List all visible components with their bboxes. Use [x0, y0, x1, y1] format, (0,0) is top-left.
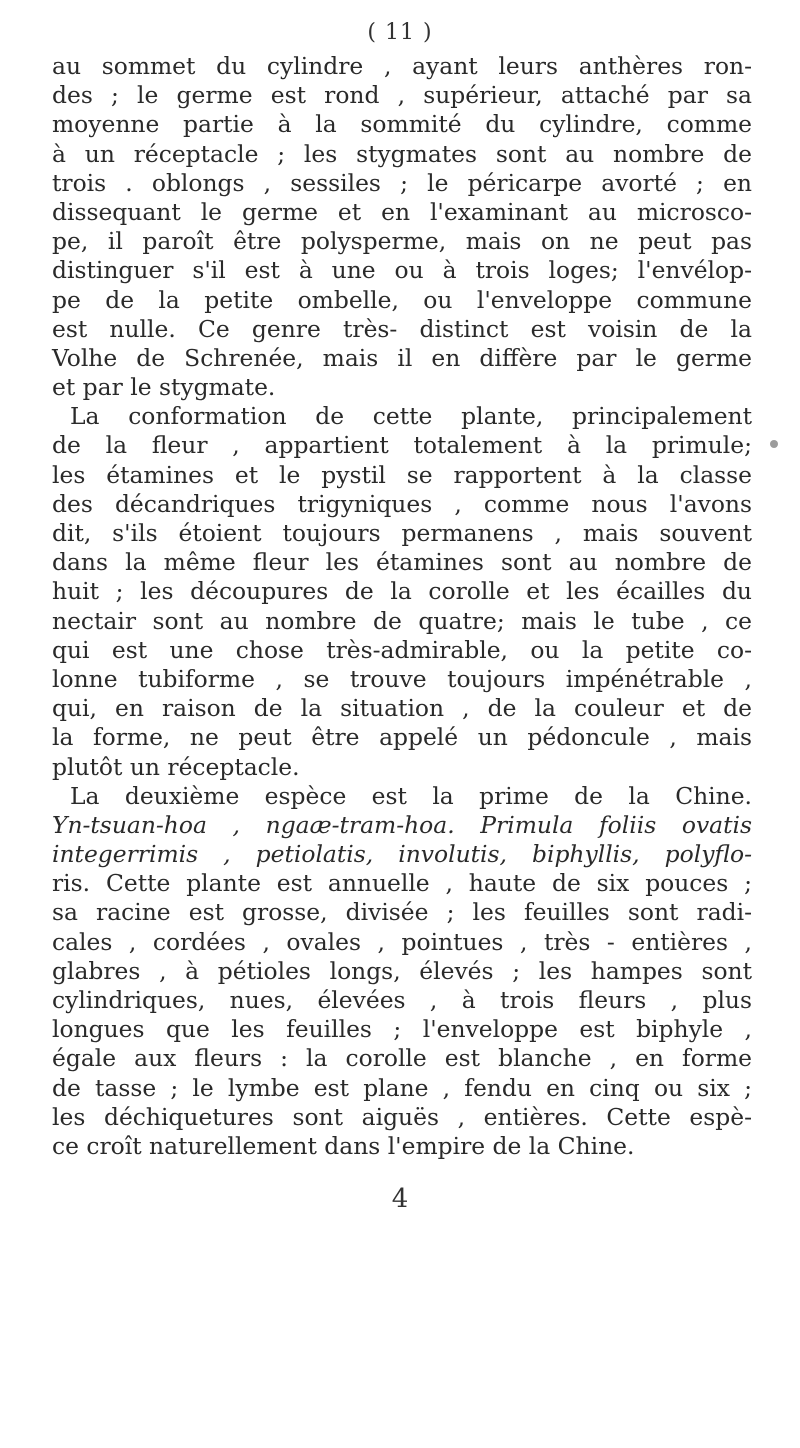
text-line: glabres , à pétioles longs, élevés ; les hampes sont — [52, 956, 752, 985]
text-line: les déchiquetures sont aiguës , entières. Cette espè- — [52, 1102, 752, 1131]
text-line: qui est une chose très-admirable, ou la petite co- — [52, 635, 752, 664]
text-line: dit, s'ils étoient toujours permanens , mais souvent — [52, 519, 752, 547]
signature-mark: 4 — [391, 1184, 409, 1214]
text-line: La conformation de cette plante, principalement — [70, 402, 752, 431]
text-line: ce croît naturellement dans l'empire de la Chine. — [52, 1131, 635, 1160]
text-line: qui, en raison de la situation , de la couleur et de — [52, 694, 752, 723]
text-line: nectair sont au nombre de quatre; mais le tube , ce — [52, 606, 752, 635]
text-line: cales , cordées , ovales , pointues , très - entières , — [52, 927, 752, 956]
text-line: au sommet du cylindre , ayant leurs anthères ron- — [52, 52, 752, 80]
text-line: égale aux fleurs : la corolle est blanche , en forme — [52, 1044, 752, 1073]
text-line: moyenne partie à la sommité du cylindre, comme — [52, 110, 752, 139]
text-line-latin: Yn-tsuan-hoa , ngaæ-tram-hoa. Primula foliis ovatis — [52, 810, 752, 839]
text-line-latin: integerrimis , petiolatis, involutis, biphyllis, polyflo- — [52, 840, 752, 869]
text-line: sa racine est grosse, divisée ; les feuilles sont radi- — [52, 898, 752, 927]
text-line: des ; le germe est rond , supérieur, attaché par sa — [52, 81, 752, 110]
text-line: pe de la petite ombelle, ou l'enveloppe commune — [52, 285, 752, 314]
text-line: dissequant le germe et en l'examinant au microsco- — [52, 197, 752, 226]
paragraph-2 — [52, 402, 752, 781]
text-line: plutôt un réceptacle. — [52, 752, 300, 781]
text-line: lonne tubiforme , se trouve toujours impénétrable , — [52, 664, 752, 693]
paragraph-3 — [52, 782, 752, 1161]
text-line: dans la même fleur les étamines sont au nombre de — [52, 548, 752, 577]
text-line: la forme, ne peut être appelé un pédoncule , mais — [52, 723, 752, 752]
text-line: de tasse ; le lymbe est plane , fendu en cinq ou six ; — [52, 1073, 752, 1102]
text-line: Volhe de Schrenée, mais il en diffère par le germe — [52, 343, 752, 372]
text-line: La deuxième espèce est la prime de la Chine. — [70, 781, 752, 810]
text-line: à un réceptacle ; les stygmates sont au nombre de — [52, 139, 752, 168]
text-line: et par le stygmate. — [52, 373, 276, 402]
text-line: distinguer s'il est à une ou à trois loges; l'envélop- — [52, 256, 752, 285]
text-line: ris. Cette plante est annuelle , haute de six pouces ; — [52, 869, 752, 898]
text-line: cylindriques, nues, élevées , à trois fleurs , plus — [52, 986, 752, 1014]
text-line: de la fleur , appartient totalement à la primule; — [52, 431, 752, 460]
text-line: trois . oblongs , sessiles ; le péricarpe avorté ; en — [52, 168, 752, 197]
body-text — [52, 52, 752, 1161]
text-line: longues que les feuilles ; l'enveloppe est biphyle , — [52, 1015, 752, 1044]
ink-spot — [770, 440, 778, 448]
text-line: les étamines et le pystil se rapportent à la classe — [52, 460, 752, 489]
text-line: des décandriques trigyniques , comme nous l'avons — [52, 489, 752, 518]
paragraph-1 — [52, 52, 752, 402]
page-number: ( 11 ) — [367, 20, 433, 45]
text-line: pe, il paroît être polysperme, mais on ne peut pas — [52, 227, 752, 256]
text-line: est nulle. Ce genre très- distinct est voisin de la — [52, 314, 752, 343]
text-line: huit ; les découpures de la corolle et les écailles du — [52, 577, 752, 606]
